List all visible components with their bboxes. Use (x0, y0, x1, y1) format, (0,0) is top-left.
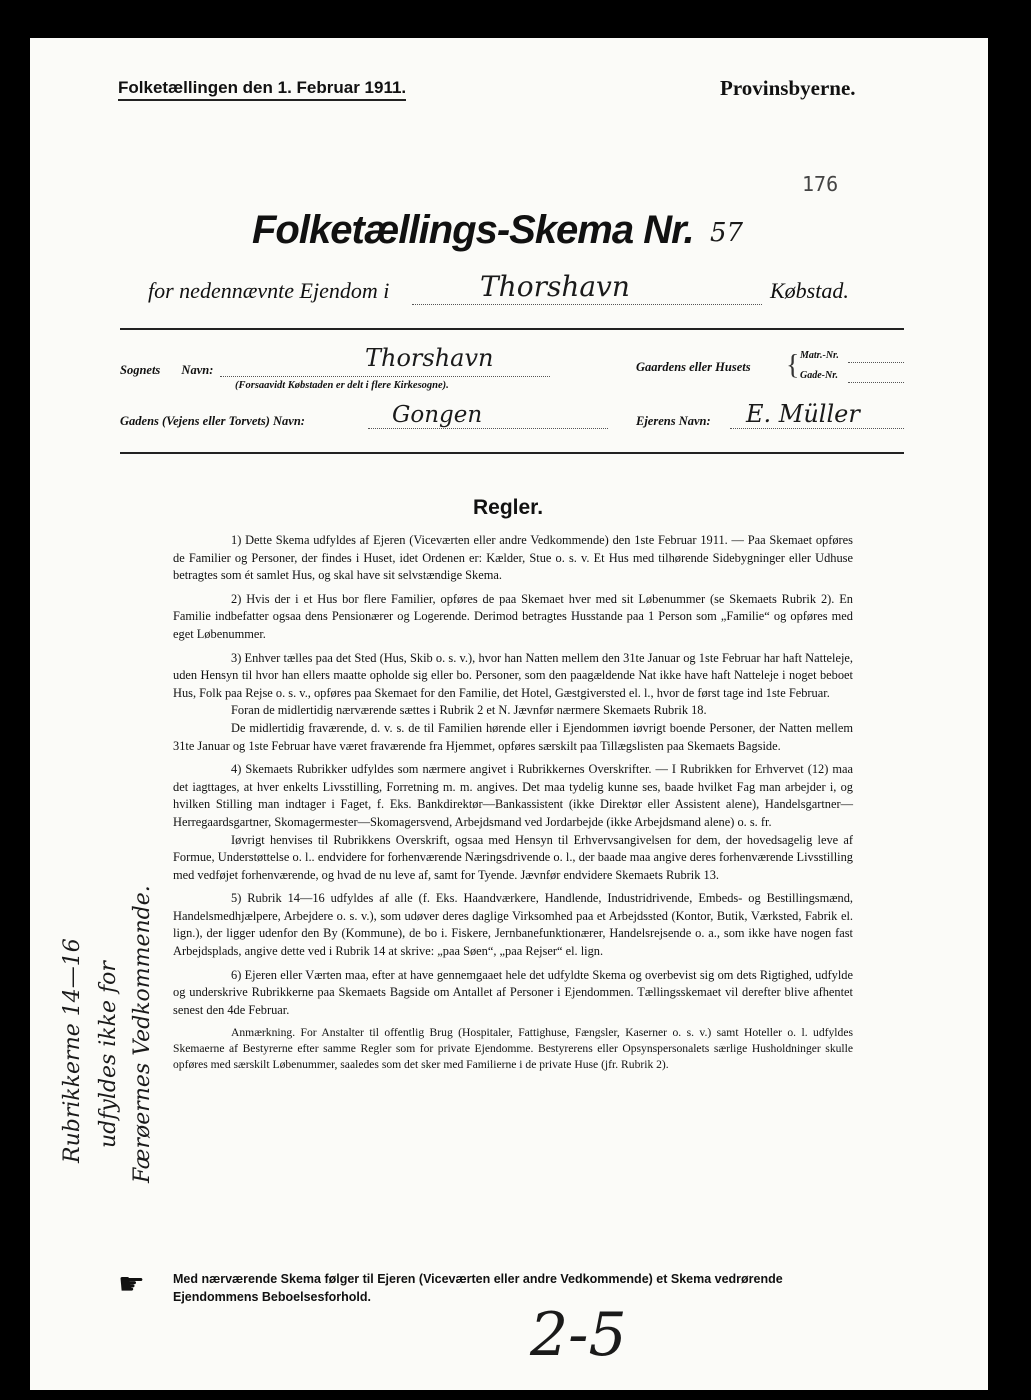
margin-note-line2: udfyldes ikke for (96, 961, 121, 1148)
header-left: Folketællingen den 1. Februar 1911. (118, 78, 406, 101)
property-suffix: Købstad. (770, 278, 849, 303)
rule-3-note-present: Foran de midlertidig nærværende sættes i Rubrik 2 et N. Jævnfør nærmere Skemaets Rubrik 18. (231, 703, 707, 718)
street-value: Gongen (392, 402, 483, 428)
annotation-note: Anmærkning. For Anstalter til offentlig Brug (Hospitaler, Fattighuse, Fængsler, Kaserner o. s. v.) samt Hoteller o. l. udfyldes Skemaerne af Bestyrerne efter samme Regler som for private Ejendomme. Bestyrerens eller Opsynspersonalets særlige Husholdninger skulle opføres med særskilt Løbenummer, saaledes som det sker med Familierne i de private Huse (jfr. Rubrik 2). (173, 1026, 853, 1072)
fields-divider (120, 452, 904, 454)
rule-3: 3) Enhver tælles paa det Sted (Hus, Skib o. s. v.), hvor han Natten mellem den 31te Januar og 1ste Februar har haft Natteleje, uden Hensyn til hvor han ellers maatte opholde sig eller bo. Personer, som den paagældende Nat ikke have haft Natteleje i noget beboet Hus, Folk paa Rejse o. s. v., opføres paa Skemaet for den Familie, det Hotel, Gæstgiversted el. l., hvor de først tage ind 1ste Februar. (173, 650, 853, 700)
parish-note: (Forsaavidt Købstaden er delt i flere Kirkesogne). (235, 380, 449, 391)
form-number: 57 (710, 218, 744, 248)
gade-label: Gade-Nr. (800, 370, 839, 381)
gade-dotted-line (848, 382, 904, 383)
rules-body (173, 532, 853, 1073)
handwritten-number: 2-5 (530, 1300, 627, 1370)
property-dotted-line (412, 304, 762, 305)
rule-3-note-absent: De midlertidig fraværende, d. v. s. de til Familien hørende eller i Ejendommen iøvrigt boende Personer, der Natten mellem 31te Januar og 1ste Februar have været fraværende fra Hjemmet, opføres særskilt paa Tillægslisten paa Skemaets Bagside. (173, 720, 853, 753)
property-label: for nedennævnte Ejendom i (148, 278, 390, 303)
margin-note-line3: Færøernes Vedkommende. (130, 885, 155, 1183)
matr-dotted-line (848, 362, 904, 363)
rule-1: 1) Dette Skema udfyldes af Ejeren (Viceværten eller andre Vedkommende) den 1ste Februar 1911. — Paa Skemaet opføres de Familier og Personer, der findes i Huset, idet Ordenen er: Kælder, Stue o. s. v. Et Hus med tilhørende Sidebygninger eller Udhuse betragtes som ét samlet Hus, og skal have sit selvstændige Skema. (173, 533, 853, 583)
matr-label: Matr.-Nr. (800, 350, 839, 361)
form-title: Folketællings-Skema Nr. (252, 208, 694, 252)
rule-5: 5) Rubrik 14—16 udfyldes af alle (f. Eks. Haandværkere, Handlende, Industridrivende, Embeds- og Bestillingsmænd, Handelsmedhjælpere, Arbejdere o. s. v.), som udøver deres daglige Virksomhed paa et Arbejdssted (Kontor, Butik, Værksted, Fabrik el. lign.), der ligger udenfor den By (Kommune), de bo i. Fiskere, Jernbanefunktionærer, Handelsrejsende o. a., som ikke have nogen fast Arbejdsplads, angive dette ved i Rubrik 14 at skrive: „paa Søen“, „paa Rejser“ el. lign. (173, 891, 853, 959)
census-form-page (30, 38, 988, 1390)
rule-4-note: Iøvrigt henvises til Rubrikkens Overskrift, ogsaa med Hensyn til Erhvervsangivelsen for dem, der hovedsagelig leve af Formue, Understøttelse o. l.. endvidere for forhenværende Næringsdrivende o. l., der baade maa angive deres forhenværende Livsstilling med vedføjet forhenværende, og hvad de nu leve af, samt for Tyende. Jævnfør endvidere Skemaets Rubrik 13. (173, 832, 853, 882)
header-right: Provinsbyerne. (720, 76, 856, 100)
rule-4: 4) Skemaets Rubrikker udfyldes som nærmere angivet i Rubrikkernes Overskrifter. — I Rubrikken for Erhvervet (12) maa det iagttages, at hver enkelts Livsstilling, Forretning m. m. angives. Det maa tydelig kunne ses, baade hvilket Fag man arbejder i, og hvilken Stilling man indtager i Faget, f. Eks. Bankdirektør—Bankassistent (ikke Direktør eller Assistent alene), Handelsgartner—Herregaardsgartner, Skomagermester—Skomagersvend, Arbejdsmand ved Jordarbejde (ikke Arbejdsmand alene) o. s. fr. (173, 762, 853, 829)
rule-2: 2) Hvis der i et Hus bor flere Familier, opføres de paa Skemaet hver med sit Løbenummer (se Skemaets Rubrik 2). En Familie indbefatter ogsaa dens Pensionærer og Logerende. Derimod betragtes Husstande paa 1 Person som „Familie“ og opføres med eget Løbenummer. (173, 591, 853, 641)
parish-label: Sognets Navn: (120, 363, 214, 377)
farm-label: Gaardens eller Husets (636, 360, 751, 374)
owner-dotted-line (730, 428, 904, 429)
parish-value: Thorshavn (365, 344, 494, 372)
street-label: Gadens (Vejens eller Torvets) Navn: (120, 414, 305, 428)
page-stamp: 176 (802, 172, 839, 196)
street-dotted-line (368, 428, 608, 429)
property-town: Thorshavn (480, 270, 630, 303)
owner-label: Ejerens Navn: (636, 414, 711, 428)
margin-note-line1: Rubrikkerne 14—16 (60, 938, 85, 1163)
owner-value: E. Müller (746, 400, 860, 428)
pointing-hand-icon: ☛ (118, 1268, 145, 1301)
footer-notice: Med nærværende Skema følger til Ejeren (Viceværten eller andre Vedkommende) et Skema vedrørende Ejendommens Beboelsesforhold. (173, 1272, 783, 1304)
rules-heading: Regler. (473, 496, 544, 519)
top-divider (120, 328, 904, 330)
parish-dotted-line (220, 376, 550, 377)
farm-brace: { (786, 350, 800, 381)
rule-6: 6) Ejeren eller Værten maa, efter at have gennemgaaet hele det udfyldte Skema og overbevist sig om dets Rigtighed, udfylde og underskrive Rubrikkerne paa Skemaets Bagside om Antallet af Personer i Ejendommen. Tællingsskemaet vil derefter blive afhentet senest den 4de Februar. (173, 967, 853, 1017)
